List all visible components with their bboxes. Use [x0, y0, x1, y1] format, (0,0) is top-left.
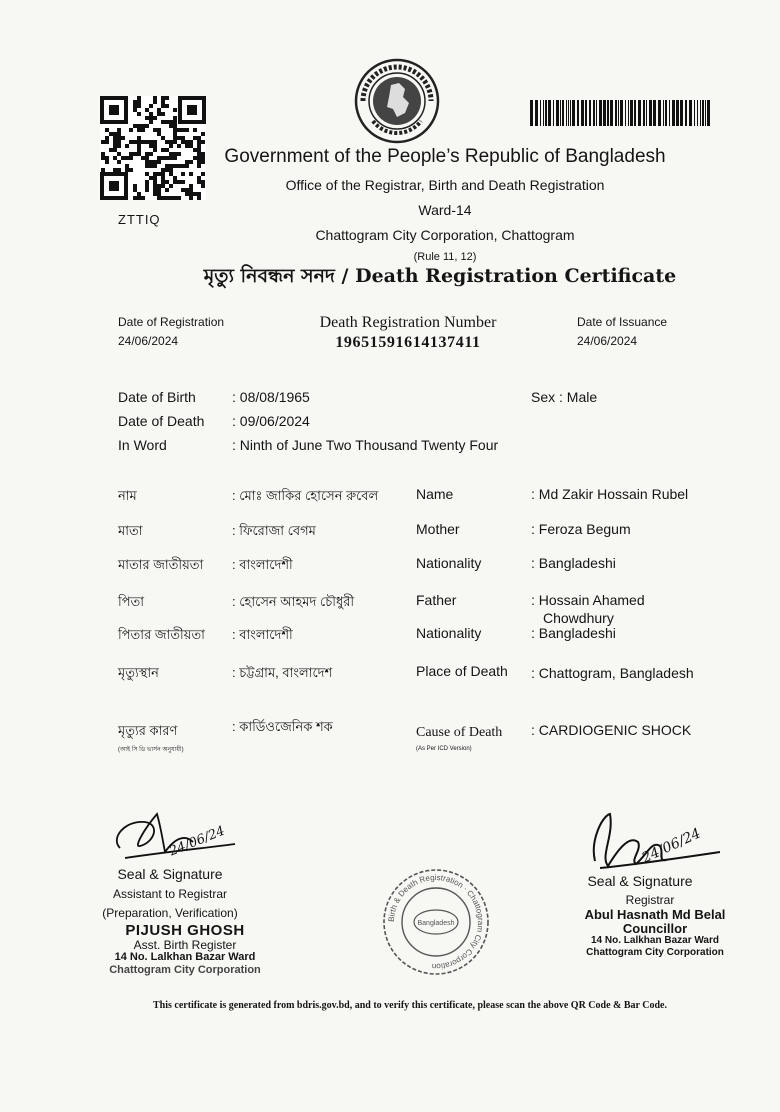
certificate-title-en: Death Registration Certificate [355, 265, 677, 287]
father-nationality-en-value: : Bangladeshi [531, 625, 616, 641]
left-stamp-corp: Chattogram City Corporation [109, 964, 261, 976]
father-nationality-bn-label: পিতার জাতীয়তা [118, 627, 205, 642]
registration-date-value: 24/06/2024 [118, 334, 179, 348]
qr-code-text: ZTTIQ [118, 212, 161, 227]
left-signature-date: 24/06/24 [167, 823, 228, 860]
right-ward: 14 No. Lalkhan Bazar Ward [591, 935, 719, 946]
cause-bn-value: : কার্ডিওজেনিক শক [232, 719, 333, 734]
mother-nationality-en-value: : Bangladeshi [531, 555, 616, 571]
government-emblem-icon [353, 57, 441, 145]
dob-label: Date of Birth [118, 389, 196, 405]
rule: (Rule 11, 12) [413, 251, 477, 263]
dob-value: : 08/08/1965 [232, 389, 310, 405]
barcode [530, 100, 714, 126]
seal-inner-text: Bangladesh [417, 920, 455, 927]
sex: Sex : Male [531, 389, 598, 405]
place-of-death-en-label: Place of Death [416, 663, 508, 679]
father-en-value-line2: Chowdhury [543, 610, 614, 626]
mother-en-label: Mother [416, 521, 460, 537]
left-seal-label: Seal & Signature [117, 866, 223, 882]
left-role: Assistant to Registrar [112, 887, 228, 901]
certificate-title-separator: / [334, 265, 356, 287]
certificate-title-bn: মৃত্যু নিবন্ধন সনদ [203, 265, 335, 287]
registrar-office: Office of the Registrar, Birth and Death Registration [285, 177, 605, 193]
issuance-date-value: 24/06/2024 [577, 334, 638, 348]
father-en-label: Father [416, 592, 457, 608]
issuance-date-label: Date of Issuance [577, 315, 668, 329]
place-of-death-en-value: : Chattogram, Bangladesh [531, 665, 694, 681]
place-of-death-bn-label: মৃত্যুস্থান [118, 665, 159, 680]
father-nationality-en-label: Nationality [416, 625, 482, 641]
inword-value: : Ninth of June Two Thousand Twenty Four [232, 437, 499, 453]
right-signature-date: 24/06/24 [639, 825, 704, 867]
dod-value: : 09/06/2024 [232, 413, 310, 429]
mother-nationality-bn-label: মাতার জাতীয়তা [118, 557, 204, 572]
cause-en-value: : CARDIOGENIC SHOCK [531, 722, 692, 738]
right-registrar-name: Abul Hasnath Md Belal [584, 907, 726, 922]
registration-number-label: Death Registration Number [319, 314, 497, 331]
ward: Ward-14 [418, 202, 472, 218]
mother-bn-value: : ফিরোজা বেগম [232, 523, 316, 538]
inword-label: In Word [118, 437, 167, 453]
city-corporation: Chattogram City Corporation, Chattogram [315, 227, 575, 243]
place-of-death-bn-value: : চট্টগ্রাম, বাংলাদেশ [232, 665, 333, 680]
father-bn-value: : হোসেন আহমদ চৌধুরী [232, 594, 355, 609]
verification-footer: This certificate is generated from bdris.gov.bd, and to verify this certificate, please scan the above QR Code & Bar Code. [152, 1000, 667, 1011]
right-role: Registrar [625, 893, 675, 907]
cause-bn-label: মৃত্যুর কারণ [118, 723, 178, 738]
father-bn-label: পিতা [118, 594, 145, 609]
government-title: Government of the People’s Republic of Bangladesh [224, 146, 666, 167]
mother-nationality-en-label: Nationality [416, 555, 482, 571]
left-role2: (Preparation, Verification) [102, 906, 238, 920]
cause-en-label: Cause of Death [416, 725, 503, 740]
name-en-label: Name [416, 486, 454, 502]
dod-label: Date of Death [118, 413, 205, 429]
right-seal-label: Seal & Signature [587, 873, 693, 889]
father-en-value: : Hossain Ahamed [531, 592, 645, 608]
registration-date-label: Date of Registration [118, 315, 225, 329]
right-registrar-title: Councillor [622, 921, 688, 936]
mother-bn-label: মাতা [118, 523, 143, 538]
certificate-title [140, 262, 740, 294]
left-stamp-name: PIJUSH GHOSH [125, 922, 245, 939]
left-stamp-title: Asst. Birth Register [133, 938, 237, 952]
name-bn-value: : মোঃ জাকির হোসেন রুবেল [232, 488, 379, 503]
mother-en-value: : Feroza Begum [531, 521, 631, 537]
name-bn-label: নাম [118, 488, 137, 503]
registration-number-value: 19651591614137411 [335, 334, 481, 351]
cause-en-note: (As Per ICD Version) [416, 746, 472, 752]
seal-outer-text: Birth & Death Registration · Chattogram City Corporation [386, 872, 486, 972]
right-corp: Chattogram City Corporation [586, 947, 724, 958]
right-signature-scribble [580, 806, 730, 876]
father-nationality-bn-value: : বাংলাদেশী [232, 627, 293, 642]
mother-nationality-bn-value: : বাংলাদেশী [232, 557, 293, 572]
left-stamp-ward: 14 No. Lalkhan Bazar Ward [114, 951, 256, 963]
registration-seal-icon [380, 866, 492, 978]
cause-bn-note: (আই সি ডি ভার্সন অনুযায়ী) [118, 747, 184, 753]
name-en-value: : Md Zakir Hossain Rubel [531, 486, 689, 502]
